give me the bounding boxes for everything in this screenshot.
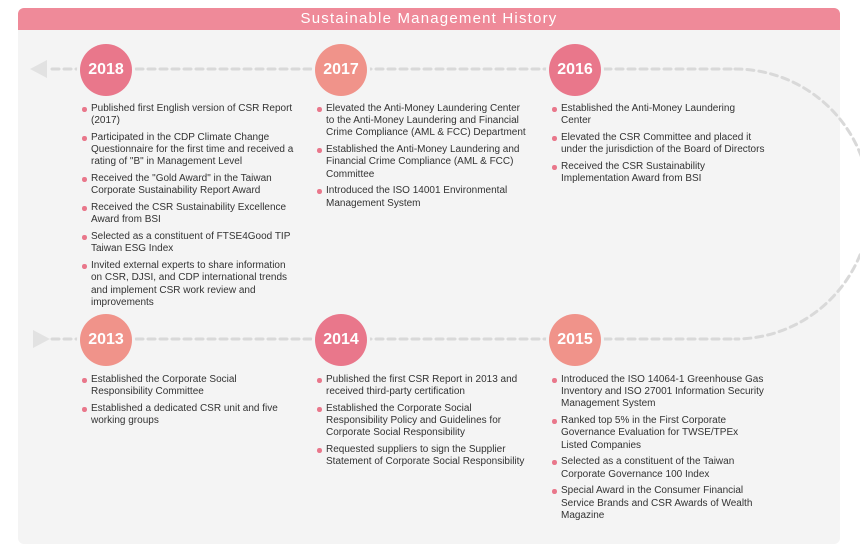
milestone-item: Introduced the ISO 14064-1 Greenhouse Gas Inventory and ISO 27001 Information Security Management System: [552, 374, 767, 411]
year-2016-badge: [549, 44, 601, 96]
year-2013-label: 2013: [88, 331, 124, 348]
year-2015-list: [552, 374, 767, 527]
right-arrow-icon: [33, 330, 50, 348]
year-2017-label: 2017: [323, 61, 359, 78]
milestone-item: Established the Corporate Social Responsibility Committee: [82, 374, 294, 398]
milestone-item: Participated in the CDP Climate Change Questionnaire for the first time and received a rating of "B" in Management Level: [82, 132, 294, 169]
year-2017-badge: [315, 44, 367, 96]
milestone-item: Elevated the CSR Committee and placed it under the jurisdiction of the Board of Directors: [552, 132, 767, 156]
milestone-item: Ranked top 5% in the First Corporate Governance Evaluation for TWSE/TPEx Listed Companies: [552, 415, 767, 452]
year-2014-label: 2014: [323, 331, 359, 348]
milestone-item: Received the CSR Sustainability Implementation Award from BSI: [552, 161, 767, 185]
year-2013-badge: [80, 314, 132, 366]
year-2013-list: [82, 374, 294, 432]
year-2018-badge: [80, 44, 132, 96]
year-2016-label: 2016: [557, 61, 593, 78]
milestone-item: Introduced the ISO 14001 Environmental Management System: [317, 185, 529, 209]
milestone-item: Selected as a constituent of FTSE4Good TIP Taiwan ESG Index: [82, 231, 294, 255]
milestone-item: Established the Anti-Money Laundering and Financial Crime Compliance (AML & FCC) Committee: [317, 144, 529, 181]
milestone-item: Special Award in the Consumer Financial Service Brands and CSR Awards of Wealth Magazine: [552, 485, 767, 522]
milestone-item: Received the "Gold Award" in the Taiwan Corporate Sustainability Report Award: [82, 173, 294, 197]
year-2018-label: 2018: [88, 61, 124, 78]
left-arrow-icon: [30, 60, 47, 78]
milestone-item: Established the Corporate Social Responsibility Policy and Guidelines for Corporate Social Responsibility: [317, 403, 529, 440]
milestone-item: Elevated the Anti-Money Laundering Center to the Anti-Money Laundering and Financial Crime Compliance (AML & FCC) Department: [317, 103, 529, 140]
milestone-item: Requested suppliers to sign the Supplier Statement of Corporate Social Responsibility: [317, 444, 529, 468]
milestone-item: Invited external experts to share information on CSR, DJSI, and CDP international trends and implement CSR work review and improvements: [82, 260, 294, 309]
year-2015-badge: [549, 314, 601, 366]
milestone-item: Published the first CSR Report in 2013 and received third-party certification: [317, 374, 529, 398]
year-2017-list: [317, 103, 529, 214]
milestone-item: Published first English version of CSR Report (2017): [82, 103, 294, 127]
year-2018-list: [82, 103, 294, 314]
milestone-item: Received the CSR Sustainability Excellence Award from BSI: [82, 202, 294, 226]
milestone-item: Established the Anti-Money Laundering Center: [552, 103, 767, 127]
year-2014-list: [317, 374, 529, 473]
year-2014-badge: [315, 314, 367, 366]
milestone-item: Established a dedicated CSR unit and five working groups: [82, 403, 294, 427]
year-2016-list: [552, 103, 767, 190]
page-title: Sustainable Management History: [18, 8, 840, 30]
year-2015-label: 2015: [557, 331, 593, 348]
milestone-item: Selected as a constituent of the Taiwan Corporate Governance 100 Index: [552, 456, 767, 480]
